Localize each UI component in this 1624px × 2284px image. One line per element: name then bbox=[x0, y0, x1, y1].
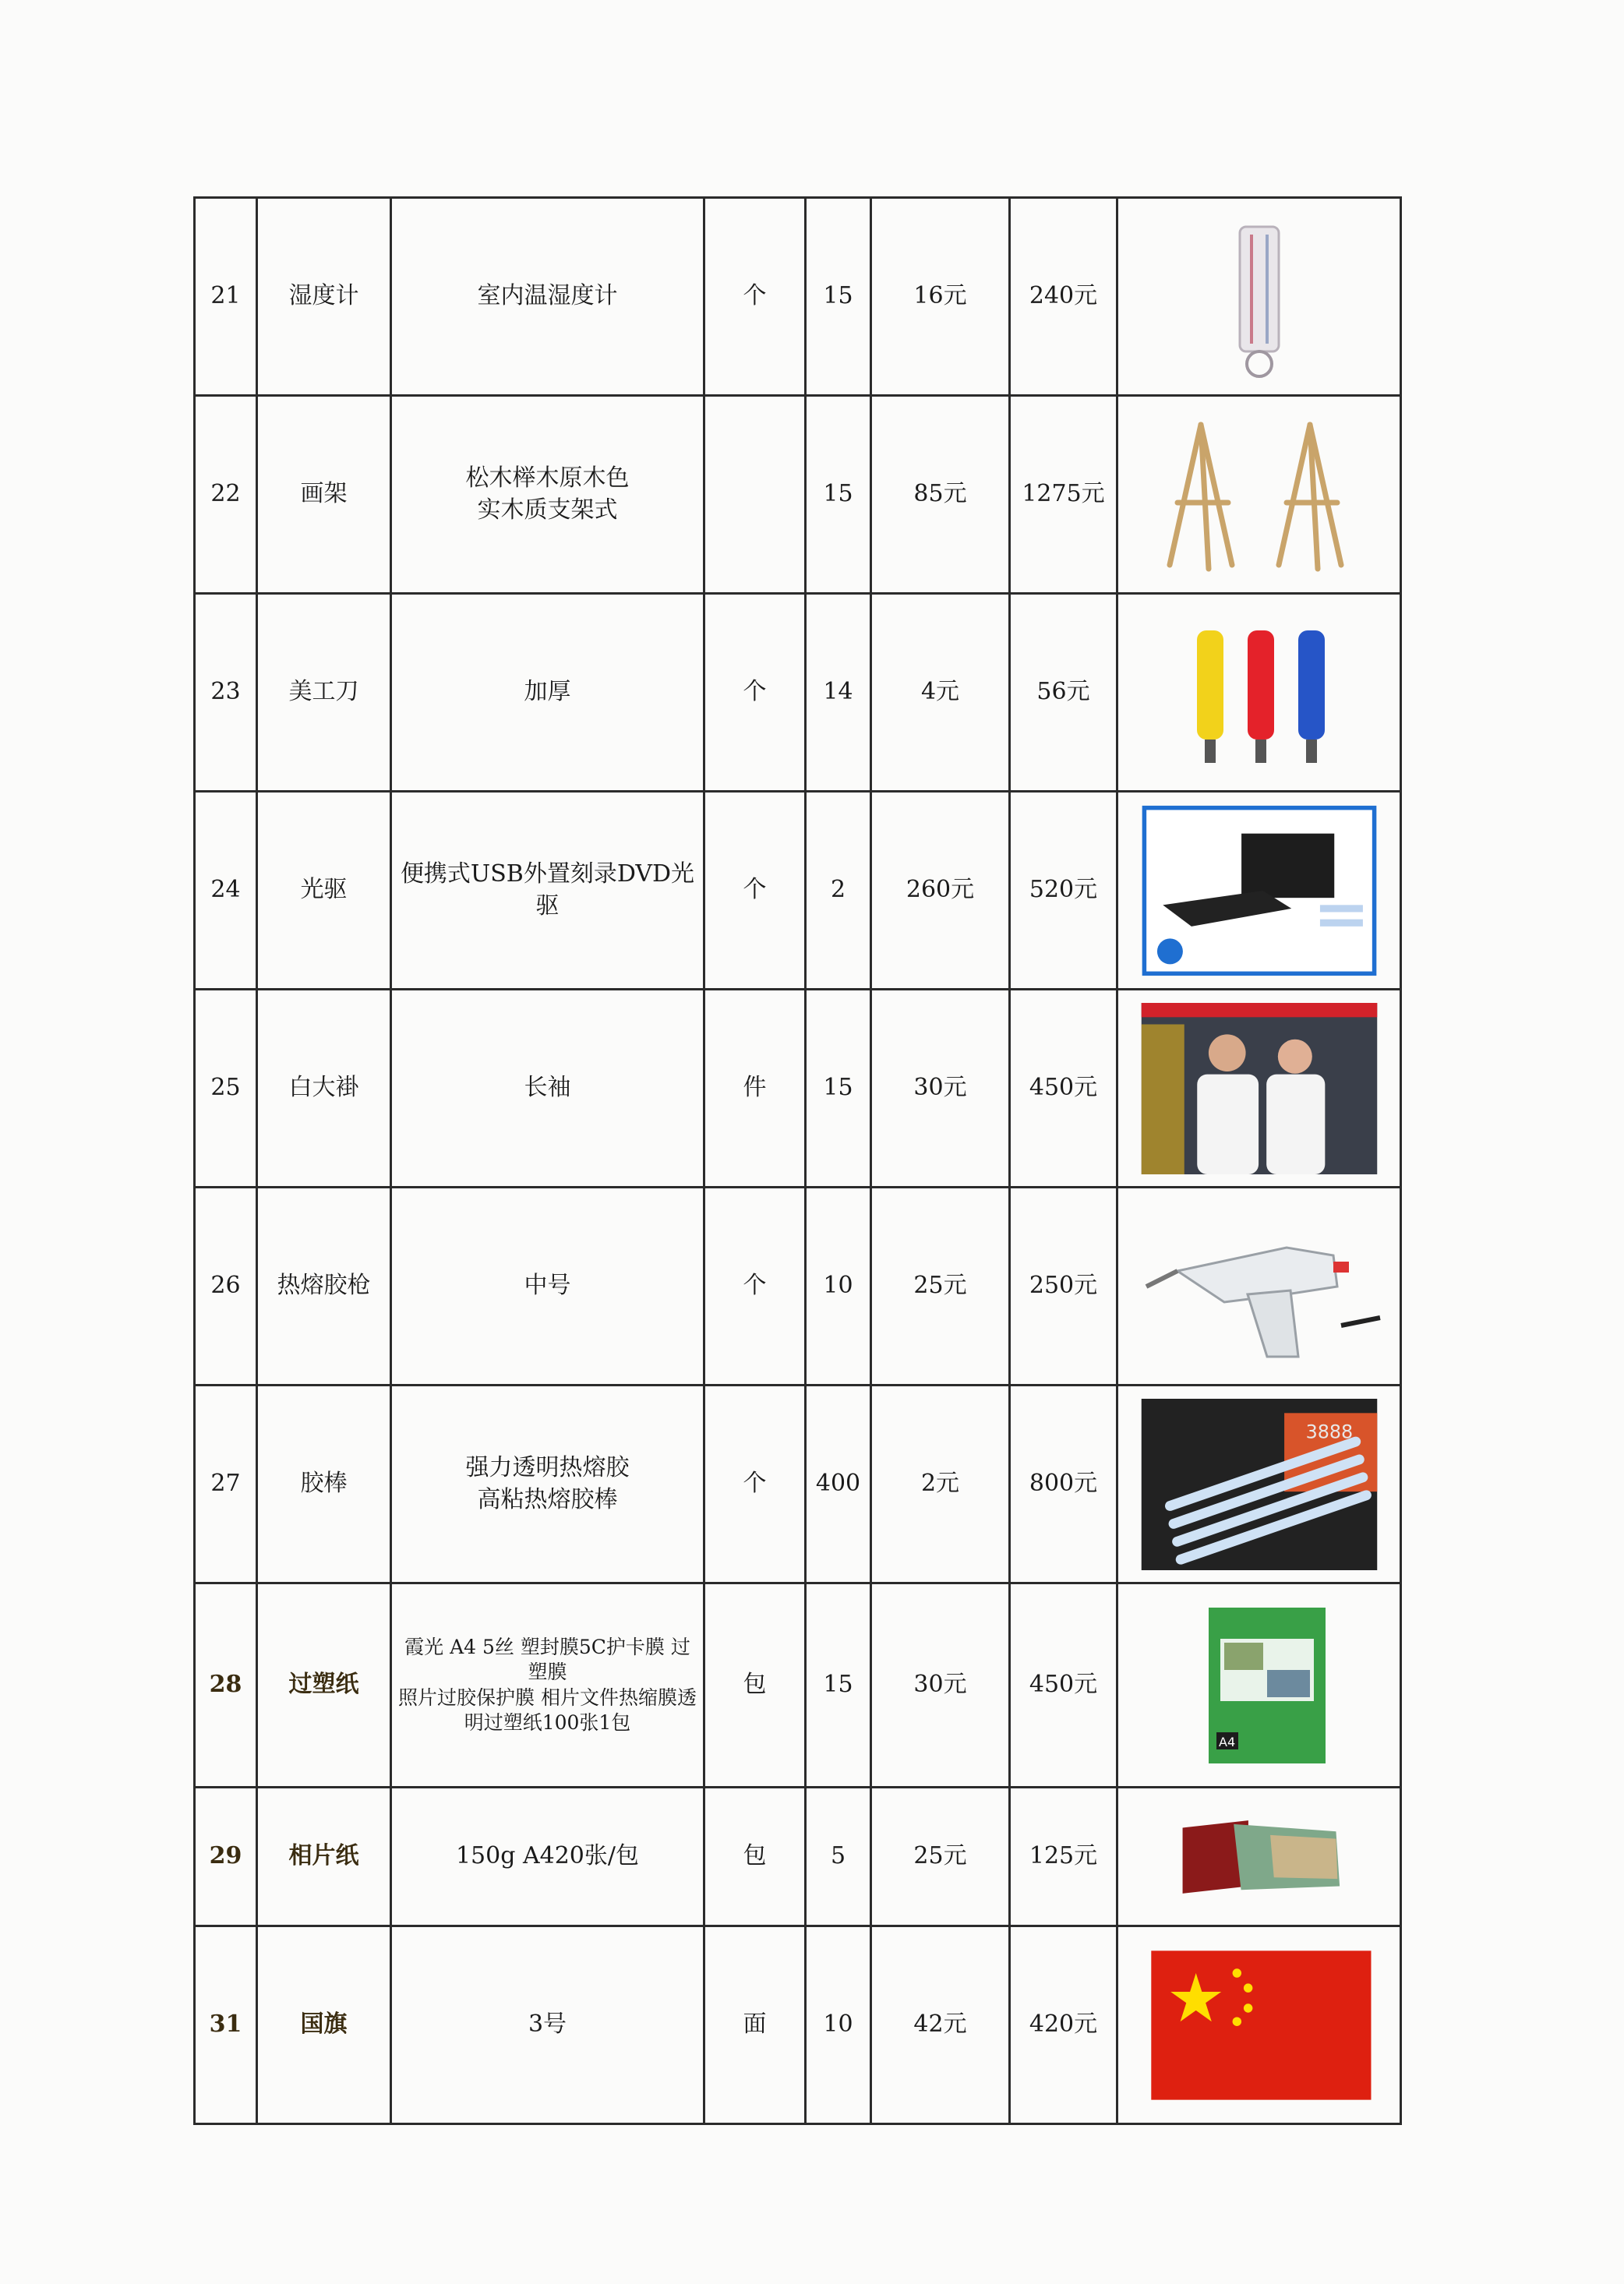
item-quantity: 14 bbox=[806, 594, 871, 792]
item-unit-price: 25元 bbox=[871, 1188, 1010, 1386]
item-total: 450元 bbox=[1010, 1583, 1117, 1788]
table-row bbox=[195, 1188, 1401, 1386]
item-description: 3号 bbox=[391, 1926, 704, 2124]
item-unit: 个 bbox=[704, 1386, 806, 1583]
item-total: 240元 bbox=[1010, 198, 1117, 396]
item-quantity: 15 bbox=[806, 990, 871, 1188]
item-description: 松木榉木原木色 实木质支架式 bbox=[391, 396, 704, 594]
item-quantity: 15 bbox=[806, 1583, 871, 1788]
dvd-drive-photo bbox=[1131, 805, 1388, 976]
item-total: 125元 bbox=[1010, 1788, 1117, 1926]
item-unit-price: 260元 bbox=[871, 792, 1010, 990]
item-unit-price: 30元 bbox=[871, 990, 1010, 1188]
item-name: 过塑纸 bbox=[257, 1583, 391, 1788]
product-image-cell bbox=[1117, 1583, 1401, 1788]
item-unit: 面 bbox=[704, 1926, 806, 2124]
product-image-cell bbox=[1117, 198, 1401, 396]
item-name: 热熔胶枪 bbox=[257, 1188, 391, 1386]
item-unit-price: 4元 bbox=[871, 594, 1010, 792]
item-description: 室内温湿度计 bbox=[391, 198, 704, 396]
photo-paper-photo bbox=[1131, 1799, 1388, 1915]
item-number: 27 bbox=[195, 1386, 257, 1583]
item-total: 800元 bbox=[1010, 1386, 1117, 1583]
product-image-cell bbox=[1117, 990, 1401, 1188]
item-quantity: 5 bbox=[806, 1788, 871, 1926]
item-name: 湿度计 bbox=[257, 198, 391, 396]
item-description: 中号 bbox=[391, 1188, 704, 1386]
hygrometer-photo bbox=[1131, 211, 1388, 383]
item-number: 21 bbox=[195, 198, 257, 396]
table-row bbox=[195, 396, 1401, 594]
glue-sticks-photo bbox=[1131, 1399, 1388, 1570]
item-quantity: 400 bbox=[806, 1386, 871, 1583]
item-unit: 件 bbox=[704, 990, 806, 1188]
table-row bbox=[195, 1386, 1401, 1583]
item-quantity: 2 bbox=[806, 792, 871, 990]
item-total: 1275元 bbox=[1010, 396, 1117, 594]
item-quantity: 15 bbox=[806, 198, 871, 396]
laminating-pack-label: A4 bbox=[1218, 1734, 1235, 1749]
item-description: 便携式USB外置刻录DVD光驱 bbox=[391, 792, 704, 990]
product-image-cell bbox=[1117, 594, 1401, 792]
item-total: 450元 bbox=[1010, 990, 1117, 1188]
item-quantity: 10 bbox=[806, 1926, 871, 2124]
item-name: 国旗 bbox=[257, 1926, 391, 2124]
item-number: 23 bbox=[195, 594, 257, 792]
item-total: 520元 bbox=[1010, 792, 1117, 990]
item-number: 25 bbox=[195, 990, 257, 1188]
item-name: 胶棒 bbox=[257, 1386, 391, 1583]
easel-photo bbox=[1131, 409, 1388, 581]
item-number: 22 bbox=[195, 396, 257, 594]
item-description: 加厚 bbox=[391, 594, 704, 792]
laminating-film-photo bbox=[1131, 1600, 1388, 1771]
item-unit: 个 bbox=[704, 594, 806, 792]
table-row bbox=[195, 1583, 1401, 1788]
table-row bbox=[195, 990, 1401, 1188]
item-number: 29 bbox=[195, 1788, 257, 1926]
item-unit: 个 bbox=[704, 792, 806, 990]
item-name: 相片纸 bbox=[257, 1788, 391, 1926]
item-total: 250元 bbox=[1010, 1188, 1117, 1386]
item-description: 强力透明热熔胶 高粘热熔胶棒 bbox=[391, 1386, 704, 1583]
items-table bbox=[193, 196, 1402, 2125]
table-row bbox=[195, 594, 1401, 792]
item-number: 28 bbox=[195, 1583, 257, 1788]
item-number: 24 bbox=[195, 792, 257, 990]
table-row bbox=[195, 198, 1401, 396]
item-unit: 包 bbox=[704, 1788, 806, 1926]
item-total: 56元 bbox=[1010, 594, 1117, 792]
table-row bbox=[195, 792, 1401, 990]
item-description: 霞光 A4 5丝 塑封膜5C护卡膜 过塑膜 照片过胶保护膜 相片文件热缩膜透明过塑纸100张1包 bbox=[391, 1583, 704, 1788]
product-image-cell bbox=[1117, 1788, 1401, 1926]
item-total: 420元 bbox=[1010, 1926, 1117, 2124]
product-image-cell bbox=[1117, 792, 1401, 990]
item-unit-price: 30元 bbox=[871, 1583, 1010, 1788]
item-name: 光驱 bbox=[257, 792, 391, 990]
table-row bbox=[195, 1926, 1401, 2124]
table-row bbox=[195, 1788, 1401, 1926]
glue-sticks-watermark: 3888 bbox=[1305, 1420, 1353, 1442]
item-unit bbox=[704, 396, 806, 594]
item-unit: 个 bbox=[704, 198, 806, 396]
item-unit: 包 bbox=[704, 1583, 806, 1788]
product-image-cell bbox=[1117, 1926, 1401, 2124]
item-description: 长袖 bbox=[391, 990, 704, 1188]
item-quantity: 15 bbox=[806, 396, 871, 594]
national-flag-photo bbox=[1131, 1940, 1388, 2111]
lab-coat-photo bbox=[1131, 1003, 1388, 1174]
item-quantity: 10 bbox=[806, 1188, 871, 1386]
utility-knife-photo bbox=[1131, 607, 1388, 778]
product-image-cell bbox=[1117, 1188, 1401, 1386]
item-name: 美工刀 bbox=[257, 594, 391, 792]
product-image-cell bbox=[1117, 396, 1401, 594]
item-unit: 个 bbox=[704, 1188, 806, 1386]
product-image-cell bbox=[1117, 1386, 1401, 1583]
item-unit-price: 2元 bbox=[871, 1386, 1010, 1583]
glue-gun-photo bbox=[1131, 1201, 1388, 1372]
item-number: 31 bbox=[195, 1926, 257, 2124]
item-unit-price: 85元 bbox=[871, 396, 1010, 594]
item-description: 150g A420张/包 bbox=[391, 1788, 704, 1926]
item-unit-price: 42元 bbox=[871, 1926, 1010, 2124]
item-name: 白大褂 bbox=[257, 990, 391, 1188]
item-name: 画架 bbox=[257, 396, 391, 594]
item-number: 26 bbox=[195, 1188, 257, 1386]
item-unit-price: 25元 bbox=[871, 1788, 1010, 1926]
item-unit-price: 16元 bbox=[871, 198, 1010, 396]
